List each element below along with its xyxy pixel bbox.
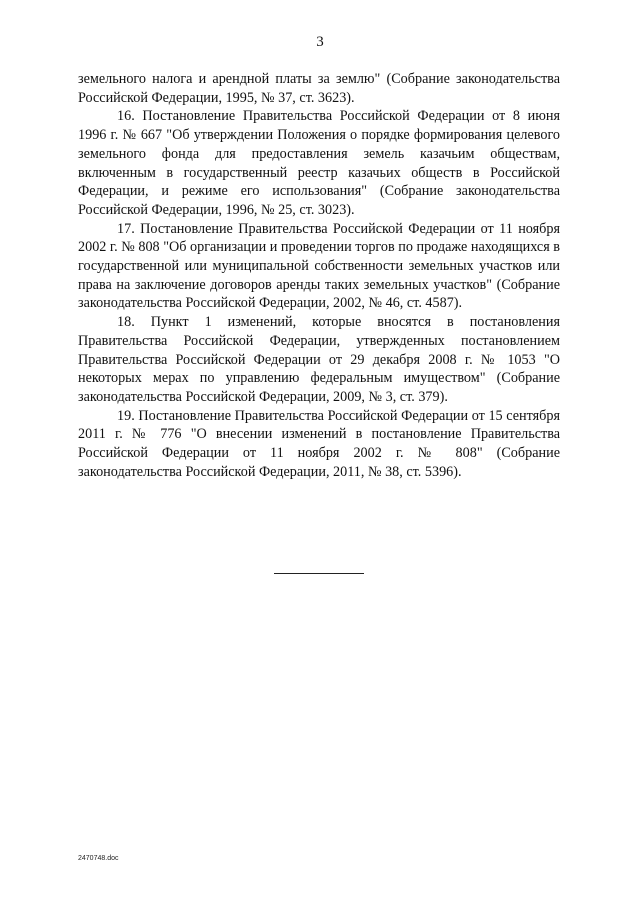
list-item-17: 17. Постановление Правительства Российской Федерации от 11 ноября 2002 г. № 808 "Об организации и проведении торгов по продаже находящихся в государственной или муниципальной собственности земельных участков или права на заключение договоров аренды таких земельных участков" (Собрание законодательства Российской Федерации, 2002, № 46, ст. 4587). (78, 220, 560, 312)
paragraph-continuation: земельного налога и арендной платы за землю" (Собрание законодательства Российской Федерации, 1995, № 37, ст. 3623). (78, 71, 560, 106)
list-item-19: 19. Постановление Правительства Российской Федерации от 15 сентября 2011 г. № 776 "О внесении изменений в постановление Правительства Российской Федерации от 11 ноября 2002 г. № 808" (Собрание законодательства Российской Федерации, 2011, № 38, ст. 5396). (78, 407, 560, 480)
list-item-18: 18. Пункт 1 изменений, которые вносятся в постановления Правительства Российской Федерации, утвержденных постановлением Правительства Российской Федерации от 29 декабря 2008 г. № 1053 "О некоторых мерах по управлению федеральным имуществом" (Собрание законодательства Российской Федерации, 2009, № 3, ст. 379). (78, 314, 560, 405)
footer-document-code: 2470748.doc (78, 855, 119, 862)
document-body (78, 70, 560, 481)
list-item-16: 16. Постановление Правительства Российской Федерации от 8 июня 1996 г. № 667 "Об утверждении Положения о порядке формирования целевого земельного фонда для предоставления земель казачьим обществам, включенным в государственный реестр казачьих обществ в Российской Федерации, и режиме его использования" (Собрание законодательства Российской Федерации, 1996, № 25, ст. 3023). (78, 108, 560, 218)
end-of-document-divider (274, 573, 364, 574)
page-number: 3 (316, 34, 324, 50)
